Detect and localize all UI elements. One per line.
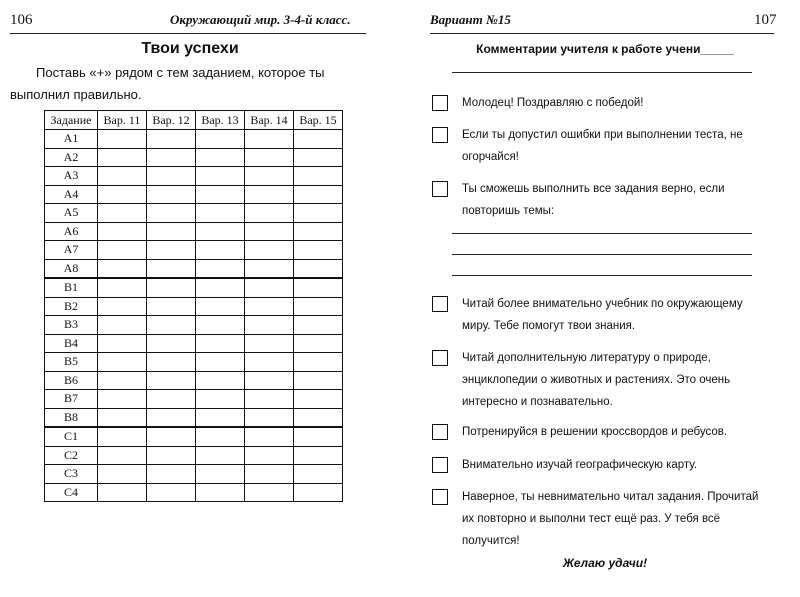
feedback-text: Наверное, ты невнимательно читал задания. Прочитай их повторно и выполни тест ещё раз. У тебя всё получится!	[462, 491, 759, 547]
mark-cell[interactable]	[196, 446, 245, 465]
mark-cell[interactable]	[245, 465, 294, 484]
mark-cell[interactable]	[98, 297, 147, 316]
mark-cell[interactable]	[196, 130, 245, 149]
header-var-13: Вар. 13	[196, 111, 245, 130]
mark-cell[interactable]	[147, 316, 196, 335]
mark-cell[interactable]	[245, 371, 294, 390]
task-cell: B7	[45, 390, 98, 409]
mark-cell[interactable]	[245, 130, 294, 149]
checkbox[interactable]	[432, 127, 448, 143]
table-header-row	[45, 111, 343, 130]
right-page	[410, 0, 800, 597]
page-number-right: 107	[754, 12, 777, 28]
mark-cell[interactable]	[98, 371, 147, 390]
mark-cell[interactable]	[147, 483, 196, 502]
header-var-11: Вар. 11	[98, 111, 147, 130]
mark-cell[interactable]	[245, 316, 294, 335]
task-cell: C2	[45, 446, 98, 465]
mark-cell[interactable]	[294, 297, 343, 316]
mark-cell[interactable]	[147, 222, 196, 241]
results-table-body	[45, 130, 343, 502]
mark-cell[interactable]	[294, 185, 343, 204]
mark-cell[interactable]	[245, 334, 294, 353]
table-row	[45, 427, 343, 446]
mark-cell[interactable]	[98, 130, 147, 149]
feedback-item	[432, 421, 772, 443]
mark-cell[interactable]	[294, 353, 343, 372]
mark-cell[interactable]	[196, 278, 245, 297]
mark-cell[interactable]	[147, 241, 196, 260]
mark-cell[interactable]	[294, 316, 343, 335]
mark-cell[interactable]	[196, 334, 245, 353]
mark-cell[interactable]	[98, 408, 147, 427]
mark-cell[interactable]	[294, 278, 343, 297]
mark-cell[interactable]	[245, 241, 294, 260]
header-var-15: Вар. 15	[294, 111, 343, 130]
table-row	[45, 408, 343, 427]
mark-cell[interactable]	[196, 204, 245, 223]
mark-cell[interactable]	[98, 222, 147, 241]
task-cell: A6	[45, 222, 98, 241]
mark-cell[interactable]	[245, 353, 294, 372]
feedback-text: Читай более внимательно учебник по окружающему миру. Тебе помогут твои знания.	[462, 298, 743, 332]
mark-cell[interactable]	[294, 130, 343, 149]
task-cell: C4	[45, 483, 98, 502]
feedback-text: Молодец! Поздравляю с победой!	[462, 97, 644, 109]
mark-cell[interactable]	[98, 185, 147, 204]
header-var-12: Вар. 12	[147, 111, 196, 130]
mark-cell[interactable]	[196, 148, 245, 167]
task-cell: A3	[45, 167, 98, 186]
closing-text: Желаю удачи!	[562, 556, 648, 570]
teacher-comment-title: Комментарии учителя к работе учени_____	[476, 42, 734, 56]
checkbox[interactable]	[432, 95, 448, 111]
mark-cell[interactable]	[196, 297, 245, 316]
table-row	[45, 297, 343, 316]
table-row	[45, 148, 343, 167]
mark-cell[interactable]	[245, 278, 294, 297]
mark-cell[interactable]	[98, 278, 147, 297]
left-page	[0, 0, 380, 597]
page-title: Твои успехи	[141, 40, 239, 57]
mark-cell[interactable]	[196, 167, 245, 186]
mark-cell[interactable]	[196, 241, 245, 260]
table-row	[45, 483, 343, 502]
table-row	[45, 222, 343, 241]
mark-cell[interactable]	[196, 371, 245, 390]
table-row	[45, 316, 343, 335]
feedback-text: Потренируйся в решении кроссвордов и ребусов.	[462, 426, 728, 438]
table-row	[45, 278, 343, 297]
feedback-item	[432, 347, 772, 413]
task-cell: B3	[45, 316, 98, 335]
mark-cell[interactable]	[98, 241, 147, 260]
task-cell: A2	[45, 148, 98, 167]
mark-cell[interactable]	[98, 334, 147, 353]
mark-cell[interactable]	[147, 334, 196, 353]
mark-cell[interactable]	[147, 148, 196, 167]
table-row	[45, 465, 343, 484]
feedback-item	[432, 178, 772, 222]
mark-cell[interactable]	[98, 446, 147, 465]
mark-cell[interactable]	[98, 353, 147, 372]
feedback-text: Ты сможешь выполнить все задания верно, если повторишь темы:	[462, 183, 725, 217]
task-cell: B6	[45, 371, 98, 390]
table-row	[45, 390, 343, 409]
mark-cell[interactable]	[98, 167, 147, 186]
header-var-14: Вар. 14	[245, 111, 294, 130]
mark-cell[interactable]	[294, 446, 343, 465]
mark-cell[interactable]	[147, 465, 196, 484]
mark-cell[interactable]	[147, 130, 196, 149]
mark-cell[interactable]	[245, 204, 294, 223]
checkbox[interactable]	[432, 350, 448, 366]
checkbox[interactable]	[432, 457, 448, 473]
task-cell: B1	[45, 278, 98, 297]
task-cell: A4	[45, 185, 98, 204]
mark-cell[interactable]	[294, 222, 343, 241]
mark-cell[interactable]	[98, 316, 147, 335]
header-rule-left	[10, 33, 366, 34]
task-cell: A1	[45, 130, 98, 149]
mark-cell[interactable]	[294, 408, 343, 427]
table-row	[45, 446, 343, 465]
mark-cell[interactable]	[98, 483, 147, 502]
mark-cell[interactable]	[147, 167, 196, 186]
task-cell: A7	[45, 241, 98, 260]
checkbox[interactable]	[432, 424, 448, 440]
page-number-left: 106	[10, 12, 33, 28]
mark-cell[interactable]	[245, 297, 294, 316]
mark-cell[interactable]	[245, 390, 294, 409]
mark-cell[interactable]	[196, 408, 245, 427]
task-cell: C1	[45, 427, 98, 446]
header-rule-right	[430, 33, 774, 34]
instruction-text: Поставь «+» рядом с тем заданием, которое ты выполнил правильно.	[10, 65, 325, 102]
mark-cell[interactable]	[147, 427, 196, 446]
mark-cell[interactable]	[245, 427, 294, 446]
mark-cell[interactable]	[147, 204, 196, 223]
mark-cell[interactable]	[147, 390, 196, 409]
mark-cell[interactable]	[245, 222, 294, 241]
table-row	[45, 259, 343, 278]
topic-line[interactable]	[452, 275, 752, 276]
mark-cell[interactable]	[294, 167, 343, 186]
mark-cell[interactable]	[147, 408, 196, 427]
feedback-item	[432, 454, 772, 476]
table-row	[45, 185, 343, 204]
table-row	[45, 204, 343, 223]
feedback-text: Внимательно изучай географическую карту.	[462, 459, 698, 471]
mark-cell[interactable]	[294, 483, 343, 502]
mark-cell[interactable]	[196, 390, 245, 409]
mark-cell[interactable]	[196, 353, 245, 372]
mark-cell[interactable]	[147, 278, 196, 297]
mark-cell[interactable]	[245, 259, 294, 278]
mark-cell[interactable]	[294, 390, 343, 409]
task-cell: C3	[45, 465, 98, 484]
teacher-comment-line	[452, 72, 752, 73]
results-table	[44, 110, 343, 502]
mark-cell[interactable]	[294, 334, 343, 353]
task-cell: A8	[45, 259, 98, 278]
mark-cell[interactable]	[294, 148, 343, 167]
task-cell: B4	[45, 334, 98, 353]
mark-cell[interactable]	[147, 353, 196, 372]
task-cell: B2	[45, 297, 98, 316]
header-task: Задание	[45, 111, 98, 130]
running-title-right: Вариант №15	[430, 12, 511, 27]
running-title-left: Окружающий мир. 3-4-й класс.	[170, 12, 351, 27]
mark-cell[interactable]	[245, 446, 294, 465]
mark-cell[interactable]	[294, 241, 343, 260]
checkbox[interactable]	[432, 181, 448, 197]
checkbox[interactable]	[432, 296, 448, 312]
table-row	[45, 353, 343, 372]
table-row	[45, 130, 343, 149]
mark-cell[interactable]	[245, 483, 294, 502]
mark-cell[interactable]	[196, 465, 245, 484]
feedback-item	[432, 92, 772, 114]
mark-cell[interactable]	[147, 371, 196, 390]
mark-cell[interactable]	[196, 185, 245, 204]
mark-cell[interactable]	[147, 297, 196, 316]
mark-cell[interactable]	[294, 259, 343, 278]
topic-line[interactable]	[452, 254, 752, 255]
feedback-item	[432, 293, 772, 337]
table-row	[45, 334, 343, 353]
mark-cell[interactable]	[196, 427, 245, 446]
task-cell: B5	[45, 353, 98, 372]
table-row	[45, 167, 343, 186]
feedback-item	[432, 486, 772, 552]
mark-cell[interactable]	[98, 427, 147, 446]
table-row	[45, 241, 343, 260]
mark-cell[interactable]	[147, 185, 196, 204]
mark-cell[interactable]	[98, 204, 147, 223]
checkbox[interactable]	[432, 489, 448, 505]
mark-cell[interactable]	[98, 259, 147, 278]
mark-cell[interactable]	[294, 465, 343, 484]
mark-cell[interactable]	[294, 427, 343, 446]
mark-cell[interactable]	[294, 204, 343, 223]
mark-cell[interactable]	[147, 446, 196, 465]
task-cell: B8	[45, 408, 98, 427]
mark-cell[interactable]	[98, 148, 147, 167]
table-row	[45, 371, 343, 390]
mark-cell[interactable]	[245, 408, 294, 427]
feedback-text: Если ты допустил ошибки при выполнении теста, не огорчайся!	[462, 129, 743, 163]
mark-cell[interactable]	[98, 390, 147, 409]
mark-cell[interactable]	[245, 185, 294, 204]
mark-cell[interactable]	[294, 371, 343, 390]
mark-cell[interactable]	[245, 167, 294, 186]
mark-cell[interactable]	[245, 148, 294, 167]
feedback-item	[432, 124, 772, 168]
mark-cell[interactable]	[196, 222, 245, 241]
mark-cell[interactable]	[196, 316, 245, 335]
mark-cell[interactable]	[196, 483, 245, 502]
task-cell: A5	[45, 204, 98, 223]
topic-line[interactable]	[452, 233, 752, 234]
mark-cell[interactable]	[98, 465, 147, 484]
mark-cell[interactable]	[147, 259, 196, 278]
feedback-text: Читай дополнительную литературу о природе, энциклопедии о животных и растениях. Это очень интересно и познавательно.	[462, 352, 731, 408]
mark-cell[interactable]	[196, 259, 245, 278]
